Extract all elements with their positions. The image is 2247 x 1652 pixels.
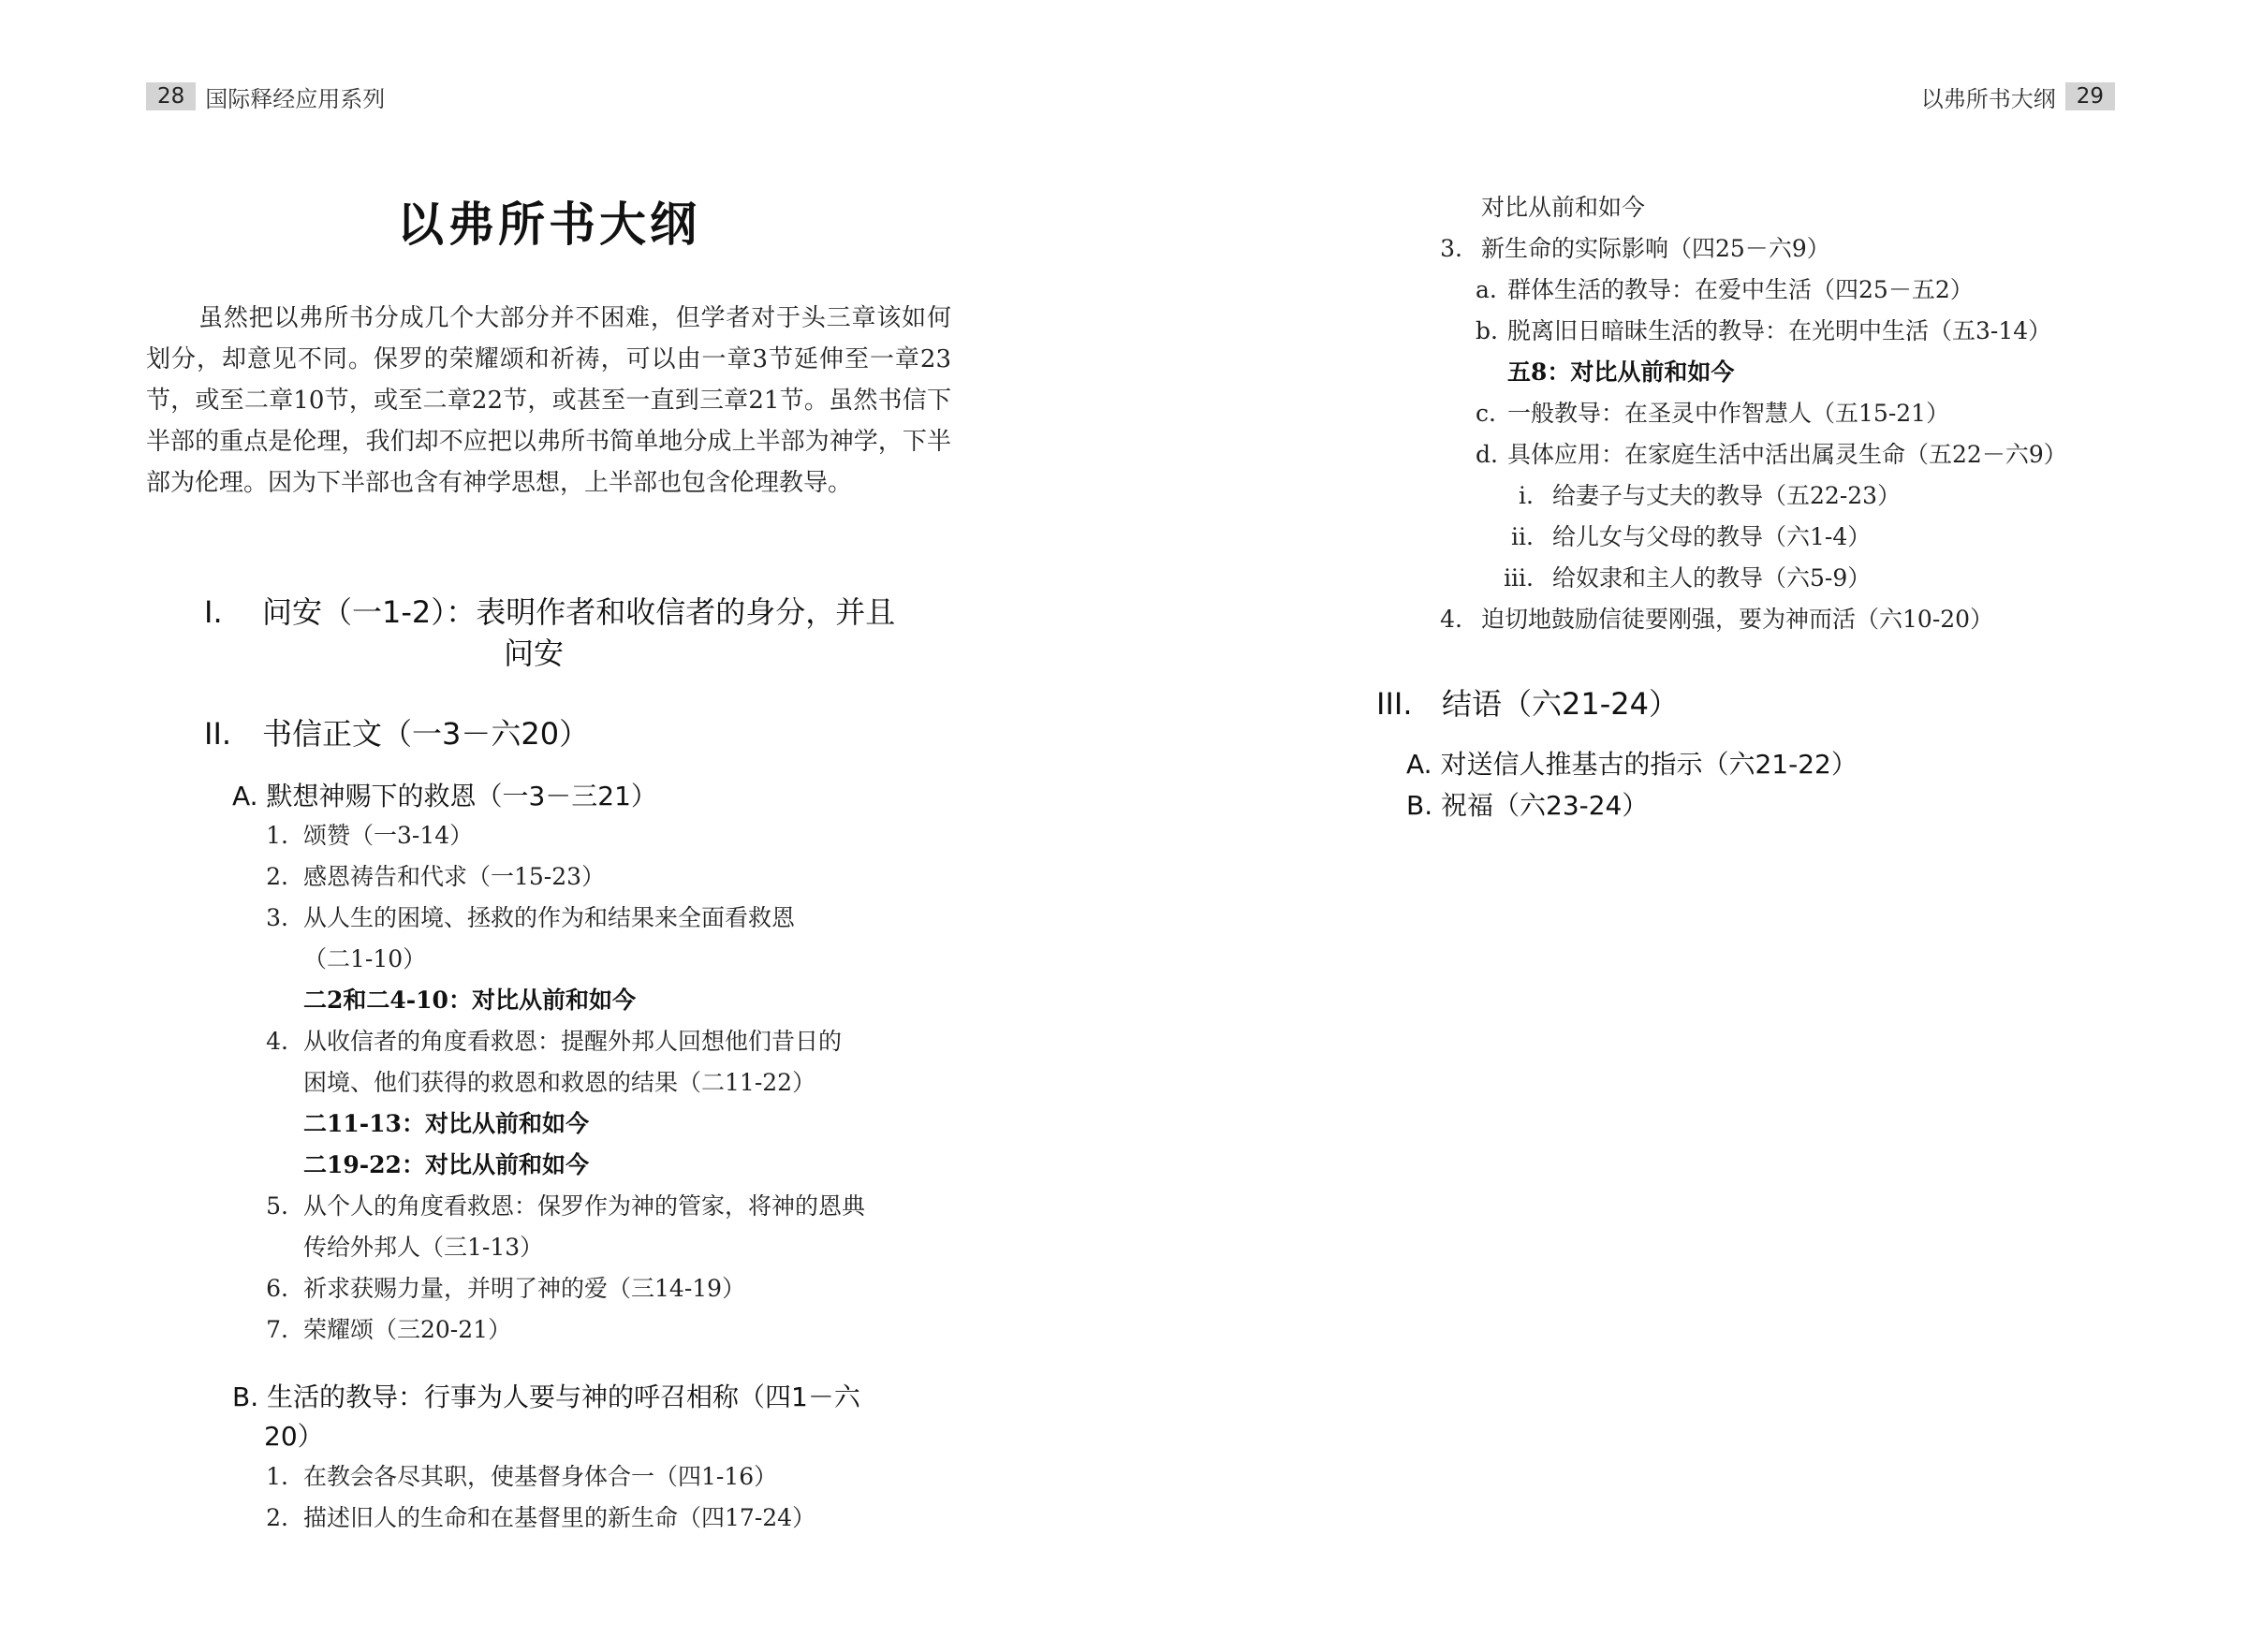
- list-item: 3. 新生命的实际影响（四25－六9）: [1440, 235, 1830, 262]
- running-header-left: [146, 82, 385, 110]
- list-item: 5. 从个人的角度看救恩：保罗作为神的管家，将神的恩典: [266, 1192, 866, 1220]
- section-numeral: II.: [204, 716, 232, 752]
- contrast-note: 二2和二4-10：对比从前和如今: [303, 987, 636, 1014]
- list-item-continuation: 传给外邦人（三1-13）: [303, 1234, 544, 1261]
- outline-section-1: [204, 592, 895, 674]
- list-item: 1. 颂赞（一3-14）: [266, 822, 474, 849]
- list-item: d. 具体应用：在家庭生活中活出属灵生命（五22－六9）: [1476, 441, 2067, 468]
- conclusion-item-b: B. 祝福（六23-24）: [1406, 790, 1649, 821]
- list-item: 6. 祈求获赐力量，并明了神的爱（三14-19）: [266, 1275, 746, 1302]
- contrast-note: 五8：对比从前和如今: [1507, 358, 1735, 386]
- section-heading: 结语（六21-24）: [1442, 686, 1679, 722]
- running-header-right: [1921, 82, 2115, 110]
- list-item: 2. 感恩祷告和代求（一15-23）: [266, 863, 606, 890]
- outline-section-3: [1376, 683, 1679, 724]
- list-item: b. 脱离旧日暗昧生活的教导：在光明中生活（五3-14）: [1476, 317, 2052, 344]
- conclusion-item-a: A. 对送信人推基古的指示（六21-22）: [1406, 749, 1858, 780]
- list-item: i. 给妻子与丈夫的教导（五22-23）: [1519, 482, 1902, 509]
- running-title-right: 以弗所书大纲: [1920, 85, 2056, 112]
- contrast-note: 二19-22：对比从前和如今: [303, 1151, 589, 1178]
- list-item-continuation: 困境、他们获得的救恩和救恩的结果（二11-22）: [303, 1069, 816, 1096]
- subsection-b-heading: B. 生活的教导：行事为人要与神的呼召相称（四1－六 20）: [232, 1382, 860, 1452]
- contrast-note: 二11-13：对比从前和如今: [303, 1110, 589, 1137]
- list-item: 7. 荣耀颂（三20-21）: [266, 1316, 512, 1343]
- outline-section-2: [204, 713, 589, 754]
- section-heading: 书信正文（一3－六20）: [262, 716, 590, 752]
- section-numeral: III.: [1376, 686, 1413, 722]
- list-item: 1. 在教会各尽其职，使基督身体合一（四1-16）: [266, 1463, 778, 1490]
- list-item: 3. 从人生的困境、拯救的作为和结果来全面看救恩: [266, 904, 796, 931]
- intro-paragraph: 虽然把以弗所书分成几个大部分并不困难，但学者对于头三章该如何划分，却意见不同。保罗的荣耀颂和祈祷，可以由一章3节延伸至一章23节，或至二章10节，或至二章22节，或甚至一直到三章21节。虽然书信下半部的重点是伦理，我们却不应把以弗所书简单地分成上半部为神学，下半部为伦理。因为下半部也含有神学思想，上半部也包含伦理教导。: [146, 304, 951, 497]
- list-item: a. 群体生活的教导：在爱中生活（四25－五2）: [1476, 276, 1974, 303]
- list-item: ii. 给儿女与父母的教导（六1-4）: [1511, 523, 1872, 550]
- list-item: 4. 从收信者的角度看救恩：提醒外邦人回想他们昔日的: [266, 1028, 843, 1055]
- subsection-a-heading: A. 默想神赐下的救恩（一3－三21）: [232, 781, 657, 811]
- section-numeral: I.: [204, 594, 223, 630]
- list-item: iii. 给奴隶和主人的教导（六5-9）: [1504, 564, 1872, 592]
- list-item-continuation: 对比从前和如今: [1481, 194, 1646, 221]
- list-item: 4. 迫切地鼓励信徒要刚强，要为神而活（六10-20）: [1440, 606, 1994, 633]
- page-number-left: 28: [146, 82, 196, 110]
- list-item: 2. 描述旧人的生命和在基督里的新生命（四17-24）: [266, 1504, 816, 1531]
- page-title: 以弗所书大纲: [397, 197, 700, 252]
- list-item: c. 一般教导：在圣灵中作智慧人（五15-21）: [1476, 400, 1950, 427]
- page-number-right: 29: [2065, 82, 2115, 110]
- list-item-continuation: （二1-10）: [303, 945, 427, 972]
- series-title: 国际释经应用系列: [205, 85, 386, 112]
- section-heading: 问安（一1-2）：表明作者和收信者的身分，并且 问安: [262, 594, 896, 671]
